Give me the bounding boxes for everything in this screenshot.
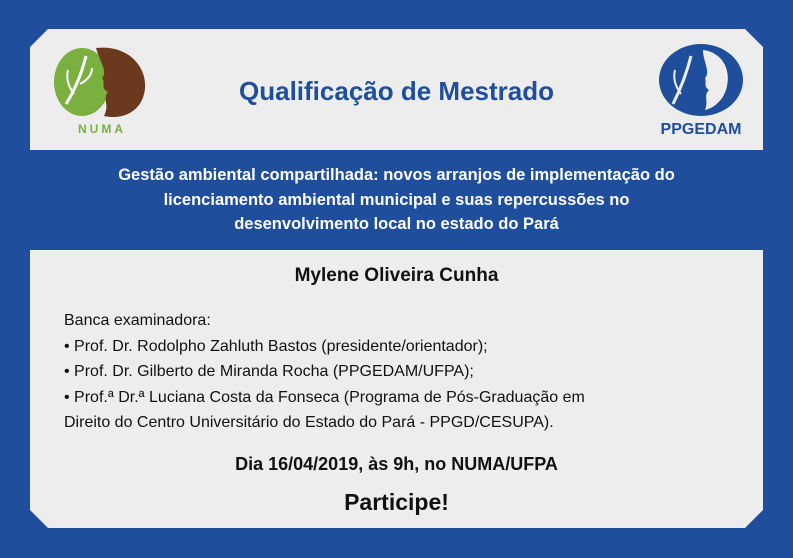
ppgedam-logo-text: PPGEDAM xyxy=(660,121,742,138)
board-member: • Prof. Dr. Gilberto de Miranda Rocha (PPGEDAM/UFPA); xyxy=(64,363,474,380)
board-member: • Prof.ª Dr.ª Luciana Costa da Fonseca (Programa de Pós-Graduação em xyxy=(64,388,585,406)
examining-board-heading: Banca examinadora: xyxy=(64,312,211,329)
ppgedam-logo xyxy=(651,42,751,142)
author-name: Mylene Oliveira Cunha xyxy=(294,265,499,286)
numa-logo xyxy=(52,42,152,142)
event-date-location: Dia 16/04/2019, às 9h, no NUMA/UFPA xyxy=(235,454,558,474)
page-title: Qualificação de Mestrado xyxy=(239,76,554,106)
thesis-title-line: Gestão ambiental compartilhada: novos arranjos de implementação do xyxy=(118,166,675,184)
thesis-title xyxy=(60,163,733,237)
board-member-continuation: Direito do Centro Universitário do Estado do Pará - PPGD/CESUPA). xyxy=(64,414,554,431)
thesis-title-line: desenvolvimento local no estado do Pará xyxy=(234,215,559,233)
numa-leaf-face-icon xyxy=(52,42,152,120)
call-to-action: Participe! xyxy=(344,489,449,515)
ppgedam-leaf-face-icon xyxy=(651,42,751,120)
examining-board xyxy=(64,308,744,436)
thesis-title-line: licenciamento ambiental municipal e suas repercussões no xyxy=(163,190,630,209)
board-member: • Prof. Dr. Rodolpho Zahluth Bastos (presidente/orientador); xyxy=(64,337,488,355)
numa-logo-text: NUMA xyxy=(78,122,126,136)
